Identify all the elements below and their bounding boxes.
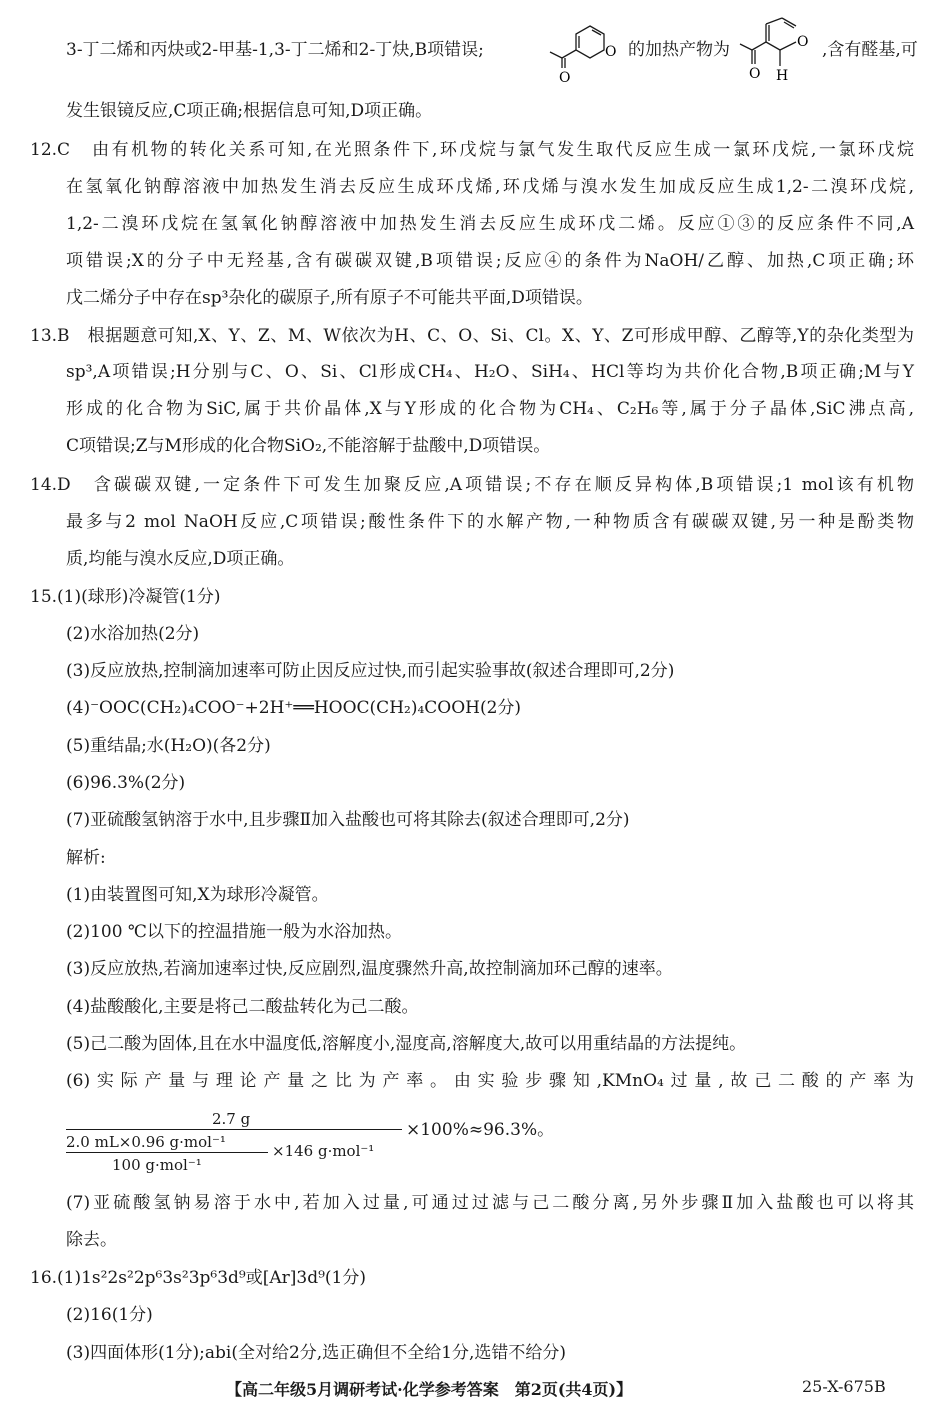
- text-line: (5)己二酸为固体,且在水中温度低,溶解度小,湿度高,溶解度大,故可以用重结晶的方法提纯。: [66, 1034, 747, 1054]
- section-heading: 解析:: [66, 848, 106, 868]
- text-line: 戊二烯分子中存在sp³杂化的碳原子,所有原子不可能共平面,D项错误。: [66, 288, 593, 308]
- oxygen-label: O: [559, 70, 571, 84]
- text-line: ,含有醛基,可: [822, 40, 918, 60]
- text-line: (2)16(1分): [66, 1305, 153, 1325]
- text-line: C项错误;Z与M形成的化合物SiO₂,不能溶解于盐酸中,D项错误。: [66, 436, 551, 456]
- oxygen-label: O: [797, 34, 809, 50]
- text-line: 16.(1)1s²2s²2p⁶3s²3p⁶3d⁹或[Ar]3d⁹(1分): [30, 1268, 366, 1288]
- text-line: 14.D 含碳碳双键,一定条件下可发生加聚反应,A项错误;不存在顺反异构体,B项错误;1 mol该有机物: [30, 475, 914, 495]
- aldehyde-structure: [736, 10, 826, 86]
- text-line: 3-丁二烯和丙炔或2-甲基-1,3-丁二烯和2-丁炔,B项错误;: [66, 40, 484, 60]
- text-line: (4)⁻OOC(CH₂)₄COO⁻+2H⁺══HOOC(CH₂)₄COOH(2分): [66, 698, 522, 718]
- text-line: (6)实际产量与理论产量之比为产率。由实验步骤知,KMnO₄过量,故己二酸的产率为: [66, 1071, 914, 1091]
- text-line: 最多与2 mol NaOH反应,C项错误;酸性条件下的水解产物,一种物质含有碳碳双键,另一种是酚类物: [66, 512, 914, 532]
- fraction-inner-denominator: 100 g·mol⁻¹: [112, 1156, 202, 1174]
- text-line: (5)重结晶;水(H₂O)(各2分): [66, 736, 271, 756]
- text-line: 13.B 根据题意可知,X、Y、Z、M、W依次为H、C、O、Si、Cl。X、Y、Z可形成甲醇、乙醇等,Y的杂化类型为: [30, 326, 914, 346]
- text-line: 15.(1)(球形)冷凝管(1分): [30, 587, 221, 607]
- oxygen-label: O: [605, 44, 617, 60]
- text-line: 发生银镜反应,C项正确;根据信息可知,D项正确。: [66, 101, 433, 121]
- pyranone-structure: [548, 12, 630, 84]
- hydrogen-label: H: [776, 68, 789, 84]
- text-line: (7)亚硫酸氢钠溶于水中,且步骤Ⅱ加入盐酸也可将其除去(叙述合理即可,2分): [66, 810, 630, 830]
- text-line: 在氢氧化钠醇溶液中加热发生消去反应生成环戊烯,环戊烯与溴水发生加成反应生成1,2-二溴环戊烷,: [66, 177, 914, 197]
- text-line: (6)96.3%(2分): [66, 773, 186, 793]
- text-line: 除去。: [66, 1230, 117, 1250]
- text-line: (3)反应放热,若滴加速率过快,反应剧烈,温度骤然升高,故控制滴加环己醇的速率。: [66, 959, 673, 979]
- text-line: (4)盐酸酸化,主要是将己二酸盐转化为己二酸。: [66, 997, 419, 1017]
- text-line: (1)由装置图可知,X为球形冷凝管。: [66, 885, 329, 905]
- text-line: (7)亚硫酸氢钠易溶于水中,若加入过量,可通过过滤与己二酸分离,另外步骤Ⅱ加入盐酸也可以将其: [66, 1193, 914, 1213]
- text-line: (3)四面体形(1分);abi(全对给2分,选正确但不全给1分,选错不给分): [66, 1343, 567, 1363]
- text-line: 1,2-二溴环戊烷在氢氧化钠醇溶液中加热发生消去反应生成环戊二烯。反应①③的反应条件不同,A: [66, 214, 914, 234]
- text-line: (3)反应放热,控制滴加速率可防止因反应过快,而引起实验事故(叙述合理即可,2分): [66, 661, 675, 681]
- fraction-bar: [66, 1129, 402, 1130]
- fraction-inner-numerator: 2.0 mL×0.96 g·mol⁻¹: [66, 1133, 226, 1151]
- text-line: (2)水浴加热(2分): [66, 624, 200, 644]
- text-line: 12.C 由有机物的转化关系可知,在光照条件下,环戊烷与氯气发生取代反应生成一氯环戊烷,一氯环戊烷: [30, 140, 914, 160]
- text-line: (2)100 ℃以下的控温措施一般为水浴加热。: [66, 922, 402, 942]
- text-line: 项错误;X的分子中无羟基,含有碳碳双键,B项错误;反应④的条件为NaOH/乙醇、加热,C项正确;环: [66, 251, 914, 271]
- text-line: 质,均能与溴水反应,D项正确。: [66, 549, 295, 569]
- page-footer-code: 25-X-675B: [802, 1377, 886, 1396]
- page-footer-title: 【高二年级5月调研考试·化学参考答案 第2页(共4页)】: [226, 1380, 633, 1399]
- oxygen-label: O: [749, 66, 761, 82]
- fraction-result: ×100%≈96.3%。: [406, 1120, 555, 1140]
- fraction-multiplier: ×146 g·mol⁻¹: [272, 1142, 375, 1160]
- fraction-numerator: 2.7 g: [212, 1110, 251, 1128]
- text-line: 的加热产物为: [628, 40, 730, 60]
- text-line: sp³,A项错误;H分别与C、O、Si、Cl形成CH₄、H₂O、SiH₄、HCl等均为共价化合物,B项正确;M与Y: [66, 362, 914, 382]
- fraction-inner-bar: [66, 1152, 268, 1153]
- text-line: 形成的化合物为SiC,属于共价晶体,X与Y形成的化合物为CH₄、C₂H₆等,属于分子晶体,SiC沸点高,: [66, 399, 914, 419]
